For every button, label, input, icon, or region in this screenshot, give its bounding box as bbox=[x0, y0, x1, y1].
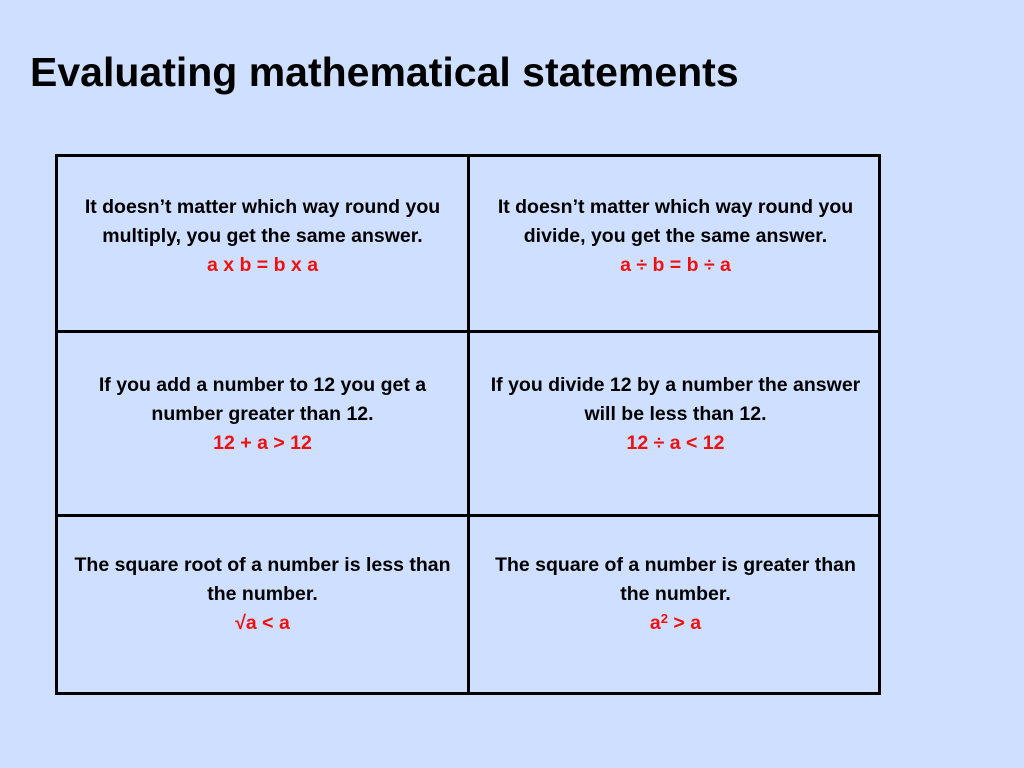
statement-formula: √a < a bbox=[235, 612, 290, 634]
statement-text: If you add a number to 12 you get a number greater than 12. bbox=[98, 374, 427, 425]
statement-formula: 12 ÷ a < 12 bbox=[626, 432, 725, 454]
formula-rest: > a bbox=[668, 612, 702, 634]
statement-cell-divide bbox=[470, 157, 881, 333]
statement-text: It doesn’t matter which way round you multiply, you get the same answer. bbox=[84, 196, 441, 247]
statement-cell-divide-twelve bbox=[470, 333, 881, 517]
statement-cell-add-twelve bbox=[58, 333, 470, 517]
page-title: Evaluating mathematical statements bbox=[30, 49, 739, 95]
statements-table bbox=[55, 154, 881, 695]
statement-text: It doesn’t matter which way round you divide, you get the same answer. bbox=[497, 196, 854, 247]
statement-text: If you divide 12 by a number the answer will be less than 12. bbox=[490, 374, 861, 425]
statement-formula: a x b = b x a bbox=[206, 254, 319, 276]
statement-cell-square bbox=[470, 517, 881, 692]
statement-cell-multiply bbox=[58, 157, 470, 333]
statement-formula: a ÷ b = b ÷ a bbox=[620, 254, 731, 276]
statement-formula: 12 + a > 12 bbox=[213, 432, 312, 454]
formula-exponent: 2 bbox=[660, 611, 668, 626]
statement-text: The square of a number is greater than the number. bbox=[495, 554, 856, 605]
statement-formula bbox=[478, 609, 873, 638]
formula-base: a bbox=[649, 612, 661, 634]
statement-cell-square-root bbox=[58, 517, 470, 692]
statement-text: The square root of a number is less than the number. bbox=[74, 554, 451, 605]
